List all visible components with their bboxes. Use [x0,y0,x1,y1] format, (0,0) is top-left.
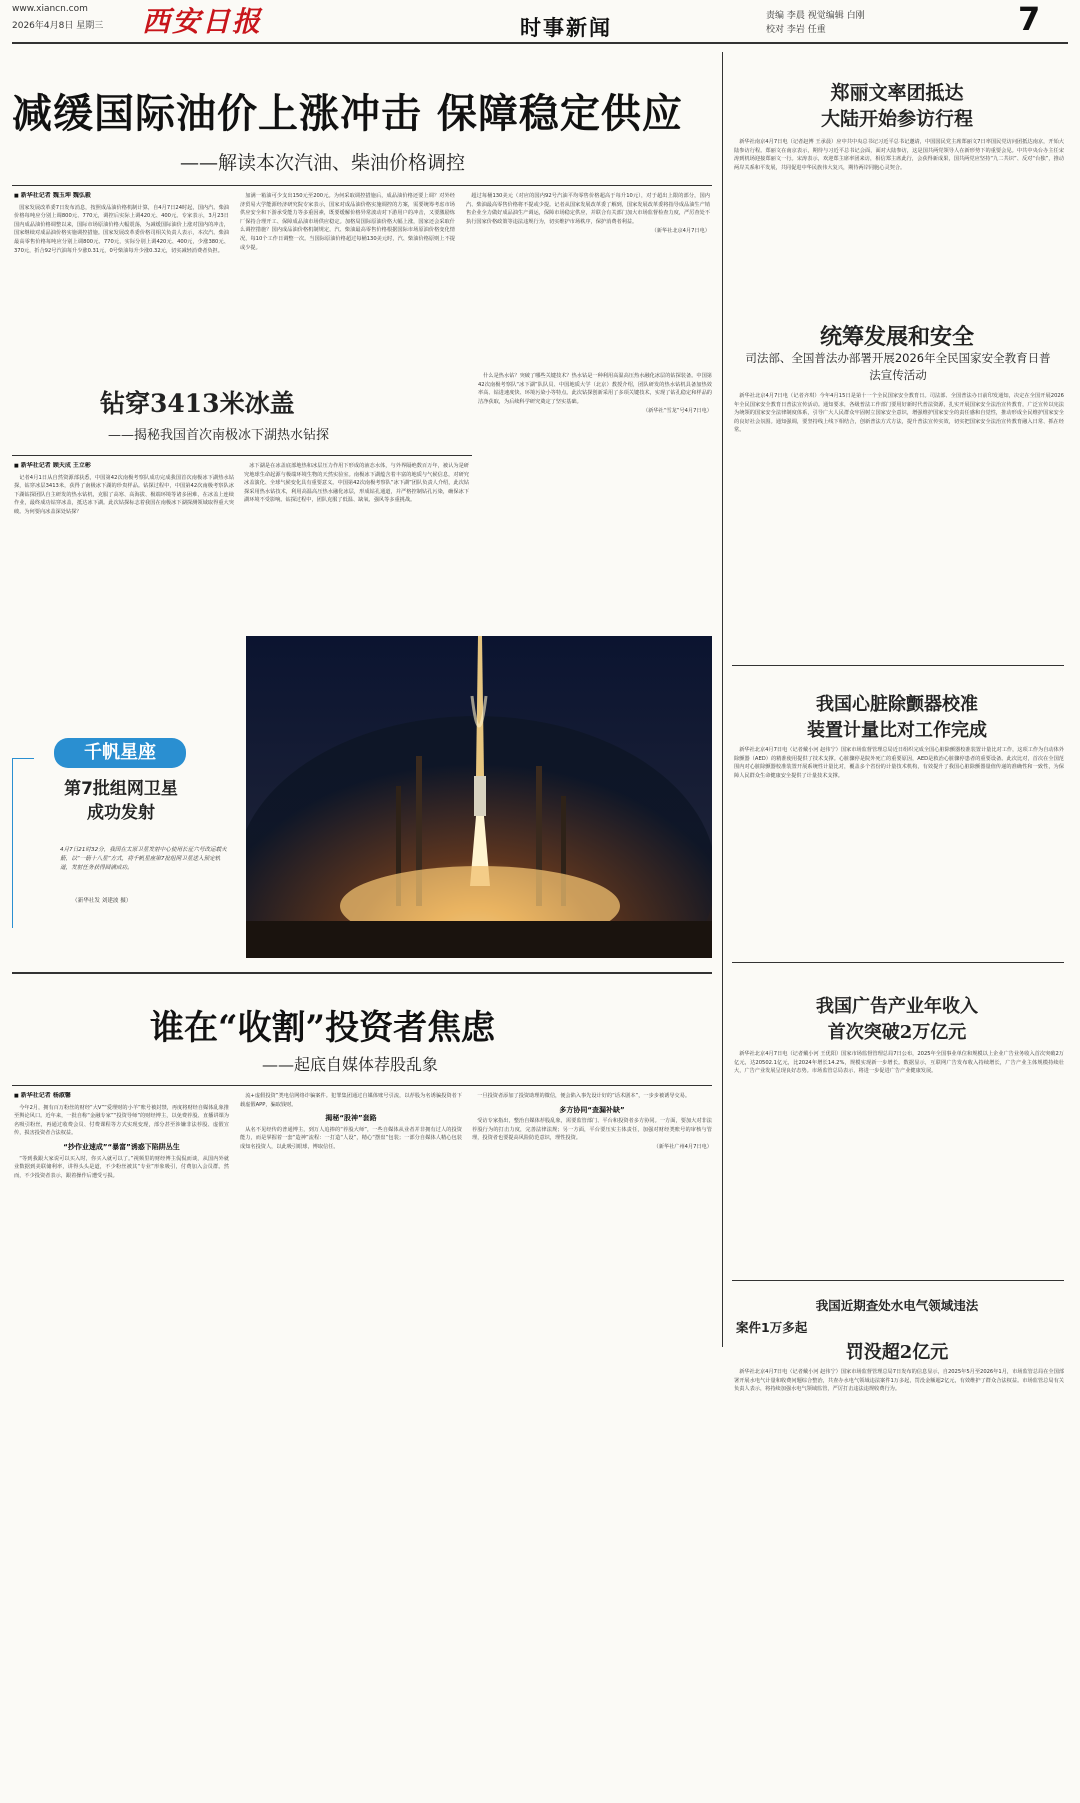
oil-col-2-text: 加满一箱油可少支出150元至200元。为何采取调控措施后，成品油价格还要上调？对外经济贸易大学能源经济研究院专家表示，国家对成品油价格实施调控的方案，需要统筹考虑市场供应安全和下游承受能力等多重因素，既要缓解价格异常波动对下游用户的冲击，又要激励炼厂保持合理开工、保障成品油市场供应稳定。加格局国际原油价格大幅上涨，国家还会采取什么调控措施？国内成品油价格机制规定，汽、柴油最高零售价格根据国际市场原油价格变化情况，每10个工作日调整一次。当国际原油价格超过每桶130美元时，汽、柴油价格原则上不提或少提。 [240,193,455,251]
satellite-credit: （新华社发 刘建波 摄） [72,898,132,904]
drill-col-2 [244,462,469,622]
satellite-headline-2: 成功发射 [87,803,155,823]
drill-headline: 钻穿3413米冰盖 [100,389,295,418]
rocket-launch-illustration [246,636,712,958]
zheng-body-text: 新华社南京4月7日电（记者赵博 王承晨）应中共中央总书记习近平总书记邀请，中国国民党主席郑丽文7日率国民党访问团抵达南京，开始大陆参访行程。郑丽文在南京表示，期待与习近平总书记会面，面对大陆参访，这是国共两党领导人在新形势下的重要会见。中共中央台办主任宋涛到机场迎接郑丽文一行。宋涛表示，欢迎郑主席率团来访，相信郑主席此行，会获得新成果，国共两党应坚持“九二共识”、反对“台独”，推动两岸关系和平发展，共同促进中华民族伟大复兴，期待两岸同胞心灵契合。 [734,139,1064,171]
satellite-caption: 4月7日21时32分，我国在太原卫星发射中心使用长征六号改运载火箭，以“一箭十八星”方式，将千帆星座第7批组网卫星送入预定轨道，发射任务获得圆满成功。 [60,847,227,871]
water-headline-3: 罚没超2亿元 [845,1342,949,1363]
oil-col-2 [240,192,455,357]
security-body [734,392,1064,657]
drill-col-1-text: 记者4月1日从自然资源部获悉，中国第42次南极考察队成功完成我国首次南极冰下湖热水钻探，钻穿冰层3413米，获得了南极冰下湖的珍贵样品。钻探过程中，中国第42次南极考察队冰下湖钻探团队自主研发的热水钻机，克服了高寒、高海拔、极端环境等诸多困难，在冰盖上连续作业，最终成功钻穿冰盖，抵达冰下湖。此次钻探标志着我国在南极冰下湖探测领域取得重大突破。为何要向冰盖深处钻探？ [14,474,234,515]
invest-col-1b-text: “等到我跟大家说可以买入时，你买入就可以了。”视频里的财经博主侃侃而谈，从国内外就业数据到美联储利率，讲得头头是道，不少粉丝被其“专业”形象吸引，付费加入会员群。然而，不少投资者表示，跟着操作后遭受亏损。 [14,1155,229,1179]
aed-body [734,746,1064,951]
invest-col-3b-text: 受访专家指出，整治自媒体荐股乱象，需要监管部门、平台和投资者多方协同。一方面，要加大对非法荐股行为的打击力度，完善法律法规；另一方面，平台要压实主体责任，加强对财经类账号的审核与管理，投资者也要提高风险防范意识，理性投资。 [472,1118,712,1142]
ads-headline-1: 我国广告产业年收入 [816,996,978,1017]
zheng-headline-2: 大陆开始参访行程 [820,108,973,130]
invest-col-2-text: 流+虚假投资”类电信网络诈骗案件。犯罪集团通过自媒体账号引流，以荐股为名诱骗投资者下载虚假APP，骗取钱财。 [240,1093,462,1108]
invest-headline: 谁在“收割”投资者焦虑 [150,1008,496,1048]
editor-line-1: 责编 李晨 视觉编辑 白刚 [766,11,865,21]
drill-subheadline: ——揭秘我国首次南极冰下湖热水钻探 [108,428,330,443]
drill-col-3 [478,372,712,624]
water-body-text: 新华社北京4月7日电（记者戴小河 赵伟宁）国家市场监督管理总局7日发布的信息显示，自2025年5月至2026年1月，市场监管总局在全国部署开展水电气计量和收费问题综合整治，共查办水电气领域违法案件1万多起，罚没金额超2亿元，有效维护了群众合法权益。市场监管总局有关负责人表示，将持续加强水电气领域监管，严厉打击违法违规收费行为。 [734,1369,1064,1393]
drill-dateline: （新华社“雪龙”号4月7日电） [642,407,712,414]
satellite-badge-text: 千帆星座 [84,742,156,763]
security-body-text: 新华社北京4月7日电（记者齐琪）今年4月15日是第十一个全民国家安全教育日。司法部、全国普法办日前印发通知，决定在全国开展2026年全民国家安全教育日普法宣传活动。通知要求，各级普法工作部门要用好新时代普法资源，扎实开展国家安全法治宣传教育，广泛宣传以宪法为统领的国家安全法律制度体系，引导广大人民群众牢固树立国家安全意识，增强维护国家安全的责任感和自觉性，推动形成全民维护国家安全的良好社会氛围。通知强调，要坚持线上线下相结合，创新普法方式方法，提升普法宣传实效，切实把国家安全法治宣传教育融入日常、抓在经常。 [734,393,1064,434]
invest-col-3-text: 一旦投资者添加了投资助理的微信，便会陷入事先设计好的“话术剧本”，一步步被诱导交易。 [477,1093,691,1099]
invest-col-2-subhead: 揭秘“股神”套路 [325,1114,377,1123]
invest-dateline: （新华社广州4月7日电） [653,1144,712,1151]
invest-subheadline: ——起底自媒体荐股乱象 [262,1055,439,1074]
ads-body [734,1050,1064,1265]
invest-col-1 [14,1092,229,1792]
oil-col-1 [14,192,229,357]
security-subheadline: 司法部、全国普法办部署开展2026年全民国家安全教育日普法宣传活动 [745,351,1051,382]
aed-headline-2: 装置计量比对工作完成 [807,720,987,741]
ads-headline-2: 首次突破2万亿元 [827,1022,967,1043]
invest-col-1-subhead: “抄作业速成”“暴富”诱惑下陷阱丛生 [63,1142,180,1151]
newspaper-logo: 西安日报 [142,5,263,38]
oil-col-1-text: 国家发展改革委7日发布消息，按照成品油价格机制计算，自4月7日24时起，国内汽、柴油价格每吨应分别上调800元、770元，调控后实际上调420元、400元。专家表示，3月23日国内成品油价格调整以来，国际市场原油价格大幅震荡，为减缓国际油价上涨对国内的冲击，国家继续对成品油价格实施调控措施。国家发展改革委价格司相关负责人表示，本次汽、柴油最高零售价格每吨应分别上调800元、770元，实际分别上调420元、400元，少涨380元、370元，折合92号汽油每升少涨0.31元，0号柴油每升少涨0.32元，切实减轻消费者负担。 [14,204,229,254]
oil-subheadline: ——解读本次汽油、柴油价格调控 [180,152,466,174]
page-number: 7 [1018,0,1041,38]
aed-headline-1: 我国心脏除颤器校准 [816,694,978,715]
invest-col-2 [240,1092,462,1792]
oil-byline: ■ 新华社记者 魏玉坤 魏弘毅 [14,192,229,201]
masthead [0,0,1080,52]
aed-body-text: 新华社北京4月7日电（记者戴小河 赵伟宁）国家市场监督管理总局近日组织完成全国心脏除颤器校准装置计量比对工作，这项工作为自动体外除颤器（AED）的精准使用提供了技术支撑。心脏骤停是院外死亡的重要原因，AED是救治心脏骤停患者的重要设备。此次比对，首次在全国范围内对心脏除颤器校准装置开展系统性计量比对，覆盖多个省份的计量技术机构，有效提升了我国心脏除颤器量值传递的准确性和一致性，为保障人民群众生命健康安全提供了计量技术支撑。 [734,747,1064,779]
invest-col-3 [472,1092,712,1792]
invest-byline: ■ 新华社记者 杨淑馨 [14,1092,229,1101]
rocket-launch-photo [246,636,712,958]
invest-col-1-text: 今年2月，拥有百万粉丝的财经“大V”“爱理财的小羊”账号被封禁，再度将财经自媒体乱象推至舆论风口。近年来，一批自称“金融专家”“投资导师”的财经博主，以免费荐股、直播讲课为名吸引粉丝，再通过收费会员、付费课程等方式实现变现，部分甚至涉嫌非法荐股、虚假宣传，损害投资者合法权益。 [14,1104,229,1137]
water-headline-1: 我国近期查处水电气领域违法 [815,1298,979,1313]
water-body [734,1368,1064,1793]
security-headline: 统筹发展和安全 [819,324,974,350]
satellite-badge [54,738,186,768]
drill-col-3-text: 什么是热水钻？突破了哪些关键技术？热水钻是一种利用高温高压热水融化冰层的钻探装备。中国第42次南极考察队“冰下湖”队队员、中国地质大学（北京）教授介绍，团队研发的热水钻机具备加热效率高、钻进速度快、环境污染小等特点。此次钻探创新采用了多项关键技术，实现了钻孔稳定和样品的洁净获取，为后续科学研究奠定了坚实基础。 [478,373,712,405]
zheng-headline-1: 郑丽文率团抵达 [830,82,964,104]
oil-headline: 减缓国际油价上涨冲击 保障稳定供应 [12,90,683,137]
invest-col-3-subhead: 多方协同“查漏补缺” [559,1105,625,1114]
drill-byline: ■ 新华社记者 顾天成 王立彬 [14,462,234,471]
satellite-sidebar [12,738,230,968]
satellite-headline-1: 第7批组网卫星 [64,779,178,799]
water-headline-2: 案件1万多起 [736,1320,808,1335]
drill-col-2-text: 冰下湖是在冰盖底部地热和冰层压力作用下形成的液态水体，与外界隔绝数百万年，被认为是研究地球生命起源与极端环境生物的天然实验室。南极冰下湖蕴含着丰富的地质与气候信息，对研究冰盖演化、全球气候变化具有重要意义。中国第42次南极考察队“冰下湖”团队负责人介绍，此次钻探采用热水钻技术，利用高温高压热水融化冰层，形成钻孔通道，并严格控制钻孔污染，确保冰下湖环境不受影响。钻探过程中，团队克服了低温、缺氧、强风等多重挑战。 [244,463,469,504]
oil-dateline: （新华社北京4月7日电） [651,227,710,234]
oil-col-3-text: 超过每桶130美元（对应的国内92号汽油平均零售价格超高于每升10元），对于超出上限的部分，国内汽、柴油最高零售价格将不提或少提。记者从国家发展改革委了解到，国家发展改革委将指导成品油生产销售企业全力做好成品油生产调运，保障市场稳定供应，并联合有关部门加大市场监督检查力度，严厉查处不执行国家价格政策等违法违规行为，切实维护市场秩序，保护消费者利益。 [466,193,710,225]
ads-body-text: 新华社北京4月7日电（记者戴小河 王优阳）国家市场监督管理总局7日公布，2025年全国事业单位和规模以上企业广告业务收入首次突破2万亿元，达20502.1亿元，比2024年增长14.2%，规模实现新一步增长。数据显示，互联网广告发布收入持续增长，广告产业主体规模持续壮大，广告产业发展呈现良好态势。市场监管总局表示，将进一步促进广告产业健康发展。 [734,1051,1064,1075]
oil-col-3 [466,192,710,357]
invest-col-2b-text: 从名不见经传的普通博主，到万人追捧的“荐股大师”，一些自媒体从业者并非拥有过人的投资能力，而是掌握着一套“造神”流程：一打造“人设”，精心“摆盘”包装；一部分自媒体人精心包装成知名投资人，以此吸引眼球，博取信任。 [240,1126,462,1150]
drill-col-1 [14,462,234,622]
section-title: 时事新闻 [520,16,612,40]
editor-line-2: 校对 李岩 任重 [766,25,826,35]
zheng-body [734,138,1064,308]
site-url: www.xiancn.com [12,4,88,14]
issue-date: 2026年4月8日 星期三 [12,21,104,31]
